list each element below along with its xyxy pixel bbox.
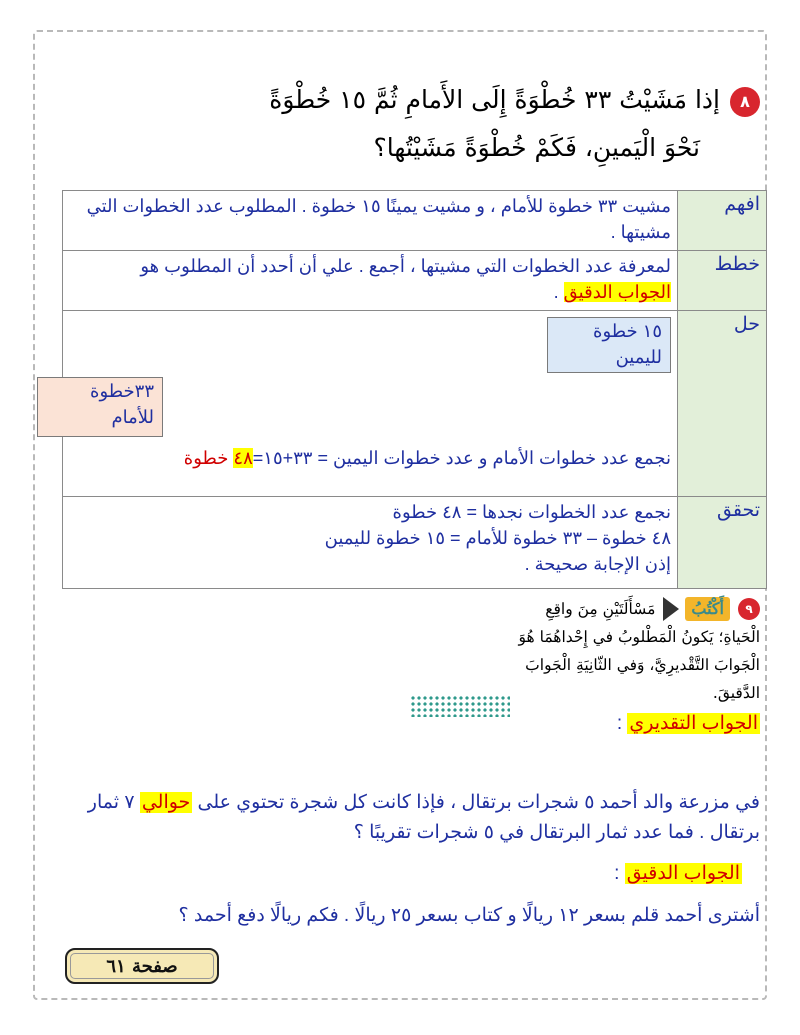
page-number-badge — [65, 948, 219, 984]
label-plan: خطط — [678, 251, 767, 311]
question-9-line-4: الدَّقيقَ. — [712, 684, 760, 702]
question-9-line-1: مَسْأَلَتَيْنِ مِنَ واقِعِ — [545, 600, 656, 618]
pencil-tip-icon — [663, 597, 679, 621]
estimate-heading — [35, 712, 760, 735]
check-line-3: إذن الإجابة صحيحة . — [524, 554, 671, 574]
exact-colon: : — [614, 863, 625, 884]
question-8-text-2: نَحْوَ الْيَمينِ، فَكَمْ خُطْوَةً مَشَيْتُها؟ — [373, 133, 700, 162]
row-check — [63, 497, 767, 589]
estimate-text-before: في مزرعة والد أحمد ٥ شجرات برتقال ، فإذا كانت كل شجرة تحتوي على — [192, 792, 760, 813]
exact-label: الجواب الدقيق — [626, 863, 740, 884]
exact-problem: أشترى أحمد قلم بسعر ١٢ ريالًا و كتاب بسعر ٢٥ ريالًا . فكم ريالًا دفع أحمد ؟ — [178, 905, 760, 926]
row-solve — [63, 311, 767, 497]
equation-line — [184, 445, 671, 471]
question-9-line-3: الْجَوابَ التَّقْديرِيَّ، وَفي الثّانِيَةِ الْجَوابَ — [525, 656, 760, 674]
box-forward-steps — [37, 377, 163, 437]
plan-end: . — [553, 282, 564, 302]
check-line-1: نجمع عدد الخطوات نجدها = ٤٨ خطوة — [392, 502, 671, 522]
exact-heading — [35, 862, 742, 885]
question-8 — [60, 76, 760, 172]
page-number-label: صفحة ٦١ — [106, 955, 178, 977]
write-badge-label: أَكْتُبُ — [691, 599, 724, 618]
estimate-colon: : — [616, 713, 628, 734]
label-solve: حل — [678, 311, 767, 497]
content-solve — [63, 311, 678, 497]
answer-value: ٤٨ — [233, 448, 253, 468]
row-understand — [63, 191, 767, 251]
label-check: تحقق — [678, 497, 767, 589]
plan-highlight: الجواب الدقيق — [563, 282, 671, 302]
box-left-line-2: للأمام — [111, 407, 154, 427]
estimate-problem — [35, 788, 760, 848]
question-9-header — [420, 595, 760, 623]
content-plan — [63, 251, 678, 311]
box-right-steps — [547, 317, 671, 373]
label-understand: افهم — [678, 191, 767, 251]
box-left-line-1: ٣٣خطوة — [90, 381, 154, 401]
estimate-label: الجواب التقديري — [629, 713, 758, 734]
answer-unit: خطوة — [183, 448, 234, 468]
row-plan — [63, 251, 767, 311]
problem-solving-table — [62, 190, 767, 589]
estimate-highlight: حوالي — [141, 792, 191, 813]
content-understand: مشيت ٣٣ خطوة للأمام ، و مشيت يمينًا ١٥ خطوة . المطلوب عدد الخطوات التي مشيتها . — [63, 191, 678, 251]
box-right-line-2: لليمين — [615, 347, 662, 367]
question-9 — [420, 595, 760, 707]
question-9-number: ٩ — [738, 598, 760, 620]
content-check — [63, 497, 678, 589]
question-9-line-2: الْحَياةِ؛ يَكونُ الْمَطْلوبُ في إِحْداهُمَا هُوَ — [518, 628, 760, 646]
box-right-line-1: ١٥ خطوة — [593, 321, 662, 341]
estimate-text-after: ٧ ثمار برتقال . فما عدد ثمار البرتقال في ٥ شجرات تقريبًا ؟ — [87, 792, 760, 843]
equation-text: نجمع عدد خطوات الأمام و عدد خطوات اليمين = ٣٣+١٥= — [252, 448, 671, 468]
check-line-2: ٤٨ خطوة – ٣٣ خطوة للأمام = ١٥ خطوة لليمين — [324, 528, 671, 548]
write-badge — [685, 597, 730, 621]
question-8-line-1 — [60, 76, 760, 124]
question-8-number: ٨ — [730, 87, 760, 117]
question-8-text-1: إذا مَشَيْتُ ٣٣ خُطْوَةً إِلَى الأَمامِ ثُمَّ ١٥ خُطْوَةً — [269, 85, 720, 114]
plan-text: لمعرفة عدد الخطوات التي مشيتها ، أجمع . علي أن أحدد أن المطلوب هو — [140, 256, 671, 276]
